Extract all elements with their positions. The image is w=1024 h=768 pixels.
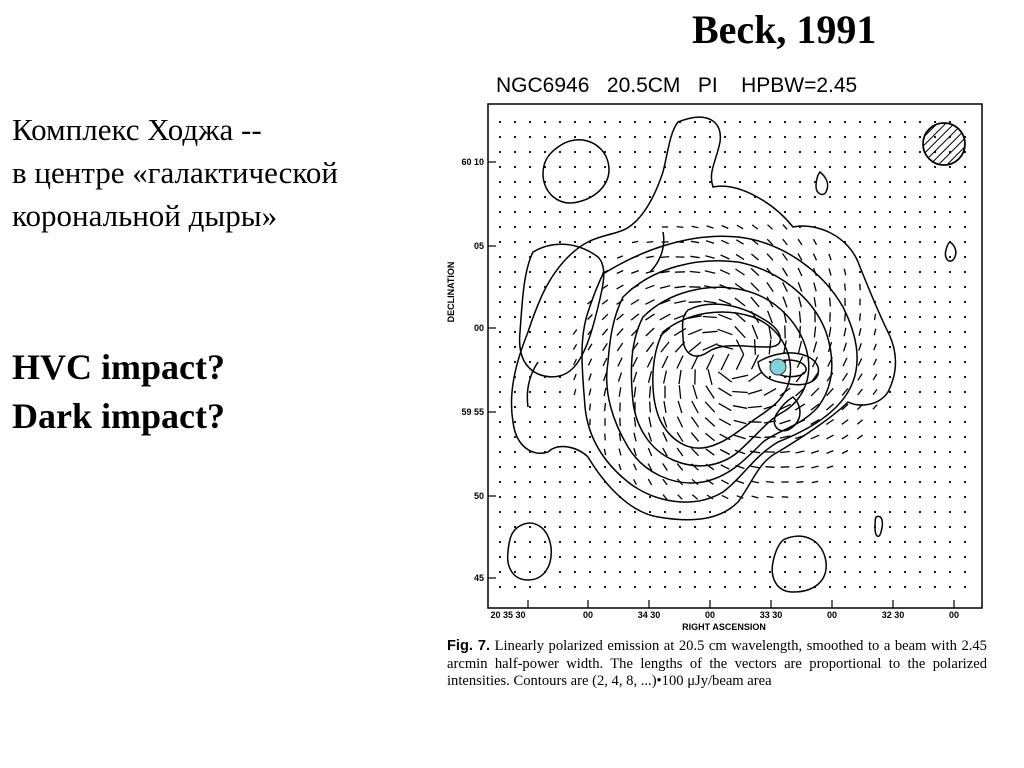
polarization-map-figure bbox=[438, 62, 998, 642]
question-hvc: HVC impact? bbox=[12, 347, 225, 387]
hatched-beam-icon bbox=[923, 123, 965, 165]
ytick-label: 60 10 bbox=[461, 157, 484, 167]
plot-frame bbox=[488, 104, 982, 608]
caption-text: Linearly polarized emission at 20.5 cm wavelength, smoothed to a beam with 2.45 arcmin half-power width. The lengths of the vectors are proportional to the polarized intensities. Contours are (2, 4, 8, ...)•100 μJy/beam area bbox=[447, 638, 987, 690]
citation-credit: Beck, 1991 bbox=[692, 7, 877, 52]
question-dark: Dark impact? bbox=[12, 396, 225, 436]
ytick-label: 59 55 bbox=[461, 407, 484, 417]
contour-lines bbox=[508, 117, 956, 592]
axis-ticks bbox=[488, 162, 954, 608]
vector-dot-grid bbox=[499, 121, 966, 588]
y-axis-label: DECLINATION bbox=[446, 261, 456, 323]
x-axis-label: RIGHT ASCENSION bbox=[682, 622, 766, 632]
text-line-1: Комплекс Ходжа -- bbox=[12, 112, 262, 147]
xtick-label: 32 30 bbox=[881, 610, 905, 620]
russian-text-block bbox=[12, 108, 338, 237]
ytick-label: 45 bbox=[473, 573, 484, 583]
ytick-label: 00 bbox=[473, 323, 484, 333]
xtick-label: 20 35 30 bbox=[490, 610, 526, 620]
text-line-2: в центре «галактической bbox=[12, 155, 338, 190]
xtick-label: 00 bbox=[704, 610, 716, 620]
text-line-3: корональной дыры» bbox=[12, 198, 278, 233]
xtick-label: 00 bbox=[948, 610, 960, 620]
figure-caption bbox=[447, 638, 987, 691]
question-block bbox=[12, 343, 225, 441]
xtick-label: 00 bbox=[826, 610, 838, 620]
caption-label: Fig. 7. bbox=[447, 638, 491, 654]
hvc-position-marker bbox=[770, 359, 786, 375]
ytick-label: 05 bbox=[473, 241, 484, 251]
xtick-label: 34 30 bbox=[637, 610, 661, 620]
figure-header: NGC6946 20.5CM PI HPBW=2.45 bbox=[496, 74, 858, 97]
ytick-label: 50 bbox=[473, 491, 484, 501]
xtick-label: 00 bbox=[582, 610, 594, 620]
xtick-label: 33 30 bbox=[759, 610, 783, 620]
